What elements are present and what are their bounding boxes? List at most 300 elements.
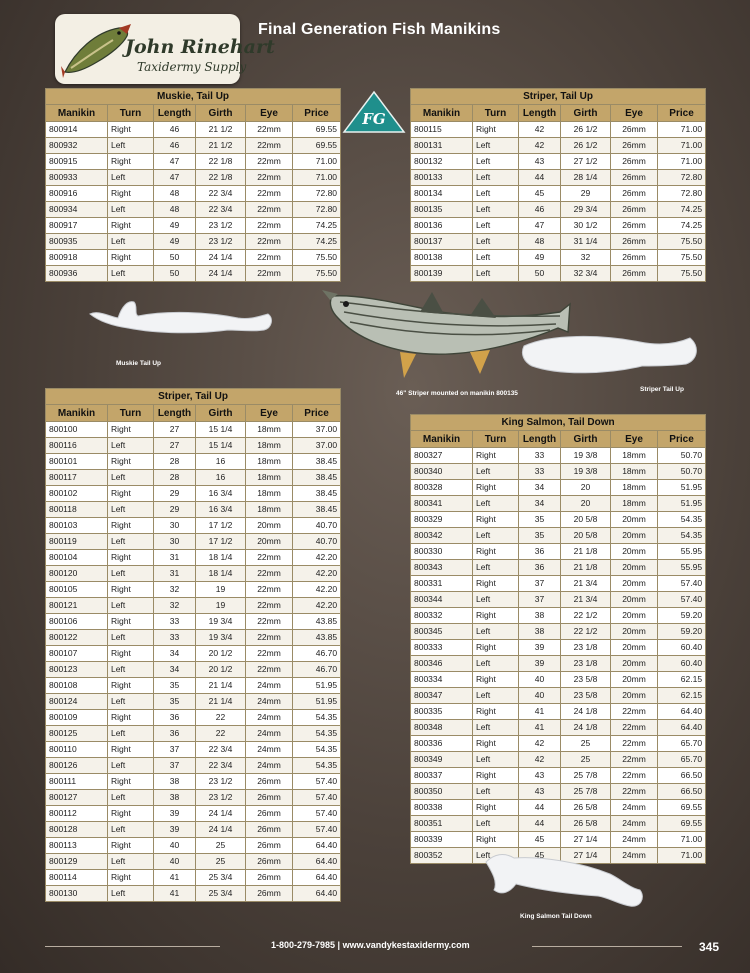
- table-row: [46, 438, 341, 454]
- table-row: [46, 138, 341, 154]
- cell-manikin: 800131: [411, 138, 473, 154]
- table-row: [46, 502, 341, 518]
- cell-length: 43: [519, 768, 561, 784]
- cell-manikin: 800346: [411, 656, 473, 672]
- cell-girth: 19 3/8: [561, 464, 611, 480]
- table-row: [46, 218, 341, 234]
- cell-length: 50: [154, 250, 196, 266]
- cell-price: 38.45: [293, 502, 341, 518]
- cell-eye: 24mm: [246, 726, 293, 742]
- cell-turn: Left: [108, 202, 154, 218]
- cell-eye: 22mm: [246, 646, 293, 662]
- cell-turn: Right: [108, 646, 154, 662]
- table-row: [411, 122, 706, 138]
- cell-girth: 20: [561, 480, 611, 496]
- king-salmon-tail-down-table: [410, 414, 706, 864]
- cell-turn: Left: [473, 624, 519, 640]
- cell-price: 72.80: [658, 170, 706, 186]
- cell-turn: Left: [473, 752, 519, 768]
- cell-manikin: 800935: [46, 234, 108, 250]
- cell-turn: Left: [473, 656, 519, 672]
- cell-girth: 19 3/8: [561, 448, 611, 464]
- cell-girth: 29 3/4: [561, 202, 611, 218]
- cell-length: 37: [519, 592, 561, 608]
- cell-manikin: 800350: [411, 784, 473, 800]
- cell-length: 34: [519, 480, 561, 496]
- cell-girth: 22 3/4: [196, 742, 246, 758]
- cell-turn: Left: [473, 234, 519, 250]
- cell-manikin: 800113: [46, 838, 108, 854]
- footer-divider-left: [45, 946, 220, 947]
- table-row: [411, 704, 706, 720]
- cell-price: 74.25: [658, 218, 706, 234]
- cell-eye: 26mm: [246, 886, 293, 902]
- cell-turn: Right: [108, 486, 154, 502]
- table-row: [46, 790, 341, 806]
- cell-length: 44: [519, 816, 561, 832]
- col-length: Length: [154, 105, 196, 122]
- table-row: [411, 784, 706, 800]
- cell-length: 48: [154, 186, 196, 202]
- cell-manikin: 800339: [411, 832, 473, 848]
- cell-turn: Left: [473, 816, 519, 832]
- cell-eye: 20mm: [611, 576, 658, 592]
- cell-eye: 20mm: [611, 608, 658, 624]
- table-row: [46, 266, 341, 282]
- table-row: [411, 480, 706, 496]
- cell-turn: Left: [108, 266, 154, 282]
- table-row: [411, 138, 706, 154]
- cell-length: 42: [519, 736, 561, 752]
- cell-manikin: 800137: [411, 234, 473, 250]
- cell-manikin: 800126: [46, 758, 108, 774]
- cell-price: 55.95: [658, 560, 706, 576]
- cell-manikin: 800103: [46, 518, 108, 534]
- striper-mount-caption: 46" Striper mounted on manikin 800135: [396, 390, 518, 397]
- table-row: [411, 720, 706, 736]
- col-turn: Turn: [108, 105, 154, 122]
- cell-girth: 32 3/4: [561, 266, 611, 282]
- cell-length: 27: [154, 422, 196, 438]
- table-row: [46, 518, 341, 534]
- cell-manikin: 800109: [46, 710, 108, 726]
- cell-length: 34: [154, 662, 196, 678]
- cell-girth: 22 1/2: [561, 608, 611, 624]
- cell-length: 33: [154, 614, 196, 630]
- cell-girth: 24 1/8: [561, 704, 611, 720]
- cell-price: 54.35: [293, 758, 341, 774]
- cell-eye: 24mm: [611, 816, 658, 832]
- cell-price: 54.35: [293, 726, 341, 742]
- cell-girth: 20 5/8: [561, 512, 611, 528]
- cell-turn: Right: [473, 704, 519, 720]
- cell-eye: 26mm: [611, 186, 658, 202]
- table-row: [46, 678, 341, 694]
- col-girth: Girth: [561, 105, 611, 122]
- cell-manikin: 800338: [411, 800, 473, 816]
- cell-turn: Right: [473, 544, 519, 560]
- cell-girth: 21 1/8: [561, 560, 611, 576]
- cell-length: 31: [154, 550, 196, 566]
- table-row: [411, 512, 706, 528]
- cell-manikin: 800136: [411, 218, 473, 234]
- cell-turn: Left: [108, 170, 154, 186]
- cell-length: 43: [519, 154, 561, 170]
- table-row: [411, 800, 706, 816]
- cell-turn: Right: [108, 122, 154, 138]
- cell-girth: 25 3/4: [196, 886, 246, 902]
- table-caption: Muskie, Tail Up: [46, 89, 341, 105]
- cell-manikin: 800347: [411, 688, 473, 704]
- cell-girth: 25: [561, 752, 611, 768]
- fg-badge-icon: [342, 90, 406, 134]
- table-row: [46, 710, 341, 726]
- table-caption: King Salmon, Tail Down: [411, 415, 706, 431]
- cell-manikin: 800130: [46, 886, 108, 902]
- cell-turn: Left: [473, 720, 519, 736]
- col-manikin: Manikin: [411, 105, 473, 122]
- cell-eye: 22mm: [246, 566, 293, 582]
- cell-manikin: 800915: [46, 154, 108, 170]
- cell-turn: Right: [473, 832, 519, 848]
- cell-turn: Left: [473, 496, 519, 512]
- cell-manikin: 800119: [46, 534, 108, 550]
- cell-turn: Left: [473, 202, 519, 218]
- cell-manikin: 800117: [46, 470, 108, 486]
- cell-length: 48: [154, 202, 196, 218]
- cell-length: 41: [154, 886, 196, 902]
- cell-length: 42: [519, 138, 561, 154]
- cell-eye: 26mm: [246, 822, 293, 838]
- cell-girth: 25 7/8: [561, 784, 611, 800]
- footer-divider-right: [532, 946, 682, 947]
- cell-turn: Right: [108, 742, 154, 758]
- cell-eye: 24mm: [611, 848, 658, 864]
- cell-turn: Left: [108, 566, 154, 582]
- cell-girth: 25: [196, 838, 246, 854]
- cell-manikin: 800114: [46, 870, 108, 886]
- cell-eye: 22mm: [246, 266, 293, 282]
- cell-price: 60.40: [658, 640, 706, 656]
- cell-turn: Left: [108, 662, 154, 678]
- table-row: [46, 742, 341, 758]
- cell-manikin: 800334: [411, 672, 473, 688]
- company-logo: [55, 14, 275, 84]
- cell-turn: Left: [473, 688, 519, 704]
- table-row: [46, 202, 341, 218]
- cell-turn: Left: [473, 170, 519, 186]
- table-row: [46, 822, 341, 838]
- cell-price: 71.00: [658, 154, 706, 170]
- cell-eye: 22mm: [246, 234, 293, 250]
- cell-manikin: 800128: [46, 822, 108, 838]
- cell-price: 64.40: [293, 886, 341, 902]
- cell-price: 50.70: [658, 448, 706, 464]
- cell-eye: 26mm: [246, 838, 293, 854]
- cell-manikin: 800327: [411, 448, 473, 464]
- cell-eye: 22mm: [246, 250, 293, 266]
- cell-girth: 24 1/4: [196, 266, 246, 282]
- table-row: [46, 662, 341, 678]
- cell-price: 75.50: [658, 250, 706, 266]
- table-row: [46, 122, 341, 138]
- cell-turn: Left: [108, 758, 154, 774]
- cell-length: 28: [154, 470, 196, 486]
- table-row: [411, 448, 706, 464]
- cell-eye: 20mm: [246, 518, 293, 534]
- cell-turn: Right: [108, 806, 154, 822]
- cell-manikin: 800328: [411, 480, 473, 496]
- cell-manikin: 800916: [46, 186, 108, 202]
- cell-price: 37.00: [293, 422, 341, 438]
- cell-price: 72.80: [658, 186, 706, 202]
- col-turn: Turn: [108, 405, 154, 422]
- cell-eye: 20mm: [246, 534, 293, 550]
- cell-turn: Left: [108, 822, 154, 838]
- muskie-caption: Muskie Tail Up: [116, 360, 162, 367]
- cell-turn: Left: [108, 598, 154, 614]
- cell-manikin: 800917: [46, 218, 108, 234]
- cell-girth: 22 1/2: [561, 624, 611, 640]
- cell-eye: 22mm: [246, 582, 293, 598]
- cell-girth: 23 1/2: [196, 218, 246, 234]
- cell-price: 71.00: [658, 848, 706, 864]
- cell-price: 59.20: [658, 608, 706, 624]
- table-row: [411, 672, 706, 688]
- cell-manikin: 800335: [411, 704, 473, 720]
- cell-girth: 21 1/8: [561, 544, 611, 560]
- cell-girth: 20 1/2: [196, 646, 246, 662]
- table-row: [46, 422, 341, 438]
- cell-girth: 31 1/4: [561, 234, 611, 250]
- cell-price: 51.95: [658, 496, 706, 512]
- cell-price: 42.20: [293, 582, 341, 598]
- cell-girth: 21 3/4: [561, 592, 611, 608]
- cell-length: 36: [154, 726, 196, 742]
- cell-girth: 15 1/4: [196, 438, 246, 454]
- table-row: [411, 250, 706, 266]
- cell-turn: Right: [108, 678, 154, 694]
- cell-turn: Right: [473, 640, 519, 656]
- cell-price: 46.70: [293, 662, 341, 678]
- cell-girth: 20 1/2: [196, 662, 246, 678]
- col-length: Length: [519, 431, 561, 448]
- cell-length: 44: [519, 170, 561, 186]
- cell-manikin: 800100: [46, 422, 108, 438]
- cell-turn: Left: [108, 694, 154, 710]
- cell-length: 49: [154, 218, 196, 234]
- cell-length: 47: [154, 154, 196, 170]
- cell-turn: Left: [108, 790, 154, 806]
- cell-length: 38: [154, 774, 196, 790]
- cell-turn: Left: [108, 886, 154, 902]
- cell-eye: 20mm: [611, 528, 658, 544]
- cell-manikin: 800351: [411, 816, 473, 832]
- cell-price: 75.50: [658, 234, 706, 250]
- cell-eye: 22mm: [246, 154, 293, 170]
- cell-price: 59.20: [658, 624, 706, 640]
- cell-girth: 18 1/4: [196, 550, 246, 566]
- cell-eye: 24mm: [246, 710, 293, 726]
- cell-manikin: 800340: [411, 464, 473, 480]
- cell-manikin: 800112: [46, 806, 108, 822]
- cell-eye: 22mm: [611, 736, 658, 752]
- cell-girth: 17 1/2: [196, 518, 246, 534]
- cell-manikin: 800344: [411, 592, 473, 608]
- cell-eye: 26mm: [611, 234, 658, 250]
- col-eye: Eye: [611, 105, 658, 122]
- cell-price: 40.70: [293, 534, 341, 550]
- cell-eye: 26mm: [611, 266, 658, 282]
- cell-eye: 20mm: [611, 656, 658, 672]
- cell-manikin: 800132: [411, 154, 473, 170]
- cell-length: 45: [519, 832, 561, 848]
- cell-eye: 20mm: [611, 544, 658, 560]
- col-manikin: Manikin: [46, 105, 108, 122]
- cell-eye: 20mm: [611, 672, 658, 688]
- cell-manikin: 800127: [46, 790, 108, 806]
- cell-price: 46.70: [293, 646, 341, 662]
- cell-girth: 21 1/4: [196, 694, 246, 710]
- striper-tail-up-large-table: [410, 88, 706, 282]
- striper-tail-up-small-table: [45, 388, 341, 902]
- cell-length: 33: [154, 630, 196, 646]
- table-row: [46, 870, 341, 886]
- cell-length: 27: [154, 438, 196, 454]
- cell-manikin: 800333: [411, 640, 473, 656]
- col-manikin: Manikin: [46, 405, 108, 422]
- cell-girth: 27 1/2: [561, 154, 611, 170]
- cell-length: 47: [154, 170, 196, 186]
- cell-price: 64.40: [293, 854, 341, 870]
- cell-eye: 20mm: [611, 688, 658, 704]
- cell-turn: Left: [108, 726, 154, 742]
- cell-length: 38: [519, 608, 561, 624]
- cell-price: 69.55: [658, 816, 706, 832]
- cell-manikin: 800332: [411, 608, 473, 624]
- page-title: Final Generation Fish Manikins: [258, 21, 501, 38]
- cell-manikin: 800134: [411, 186, 473, 202]
- cell-price: 64.40: [658, 720, 706, 736]
- table-row: [46, 838, 341, 854]
- table-row: [46, 170, 341, 186]
- cell-length: 40: [154, 838, 196, 854]
- cell-girth: 20 5/8: [561, 528, 611, 544]
- cell-eye: 22mm: [246, 630, 293, 646]
- cell-turn: Right: [108, 870, 154, 886]
- cell-turn: Right: [108, 250, 154, 266]
- cell-eye: 26mm: [611, 122, 658, 138]
- cell-turn: Right: [473, 122, 519, 138]
- table-row: [411, 266, 706, 282]
- table-row: [411, 202, 706, 218]
- cell-length: 33: [519, 464, 561, 480]
- cell-eye: 22mm: [246, 662, 293, 678]
- table-row: [46, 234, 341, 250]
- cell-girth: 15 1/4: [196, 422, 246, 438]
- cell-manikin: 800138: [411, 250, 473, 266]
- cell-length: 40: [519, 672, 561, 688]
- cell-price: 54.35: [293, 742, 341, 758]
- cell-turn: Right: [108, 774, 154, 790]
- cell-length: 41: [519, 720, 561, 736]
- table-row: [411, 576, 706, 592]
- cell-length: 32: [154, 598, 196, 614]
- cell-girth: 22: [196, 710, 246, 726]
- cell-length: 28: [154, 454, 196, 470]
- cell-price: 72.80: [293, 202, 341, 218]
- col-turn: Turn: [473, 431, 519, 448]
- striper-manikin-image: [520, 326, 700, 382]
- cell-turn: Right: [473, 672, 519, 688]
- table-row: [411, 656, 706, 672]
- cell-price: 54.35: [293, 710, 341, 726]
- cell-price: 38.45: [293, 470, 341, 486]
- cell-turn: Right: [108, 154, 154, 170]
- cell-price: 71.00: [293, 170, 341, 186]
- cell-manikin: 800331: [411, 576, 473, 592]
- table-row: [411, 688, 706, 704]
- cell-price: 71.00: [658, 138, 706, 154]
- muskie-manikin-image: [88, 296, 273, 338]
- cell-manikin: 800102: [46, 486, 108, 502]
- cell-price: 50.70: [658, 464, 706, 480]
- cell-girth: 22 3/4: [196, 202, 246, 218]
- table-row: [411, 528, 706, 544]
- cell-length: 31: [154, 566, 196, 582]
- table-row: [411, 154, 706, 170]
- cell-price: 75.50: [293, 250, 341, 266]
- cell-length: 50: [519, 266, 561, 282]
- cell-eye: 26mm: [611, 154, 658, 170]
- table-row: [46, 630, 341, 646]
- cell-eye: 18mm: [246, 470, 293, 486]
- cell-manikin: 800105: [46, 582, 108, 598]
- cell-eye: 18mm: [246, 454, 293, 470]
- col-length: Length: [519, 105, 561, 122]
- cell-price: 38.45: [293, 454, 341, 470]
- cell-eye: 26mm: [611, 138, 658, 154]
- cell-price: 37.00: [293, 438, 341, 454]
- cell-eye: 24mm: [246, 742, 293, 758]
- cell-manikin: 800914: [46, 122, 108, 138]
- logo-line-1: John Rinehart: [125, 36, 275, 58]
- cell-manikin: 800101: [46, 454, 108, 470]
- cell-girth: 23 5/8: [561, 672, 611, 688]
- cell-manikin: 800139: [411, 266, 473, 282]
- cell-turn: Right: [473, 480, 519, 496]
- cell-price: 38.45: [293, 486, 341, 502]
- cell-price: 42.20: [293, 566, 341, 582]
- cell-length: 29: [154, 502, 196, 518]
- cell-price: 43.85: [293, 614, 341, 630]
- cell-girth: 29: [561, 186, 611, 202]
- table-row: [46, 854, 341, 870]
- cell-length: 36: [519, 544, 561, 560]
- table-caption: Striper, Tail Up: [411, 89, 706, 105]
- cell-girth: 24 1/4: [196, 806, 246, 822]
- cell-price: 51.95: [658, 480, 706, 496]
- cell-girth: 23 1/2: [196, 790, 246, 806]
- cell-length: 30: [154, 534, 196, 550]
- cell-length: 33: [519, 448, 561, 464]
- cell-eye: 26mm: [611, 250, 658, 266]
- cell-manikin: 800934: [46, 202, 108, 218]
- cell-length: 38: [519, 624, 561, 640]
- cell-girth: 17 1/2: [196, 534, 246, 550]
- cell-manikin: 800125: [46, 726, 108, 742]
- cell-turn: Left: [473, 138, 519, 154]
